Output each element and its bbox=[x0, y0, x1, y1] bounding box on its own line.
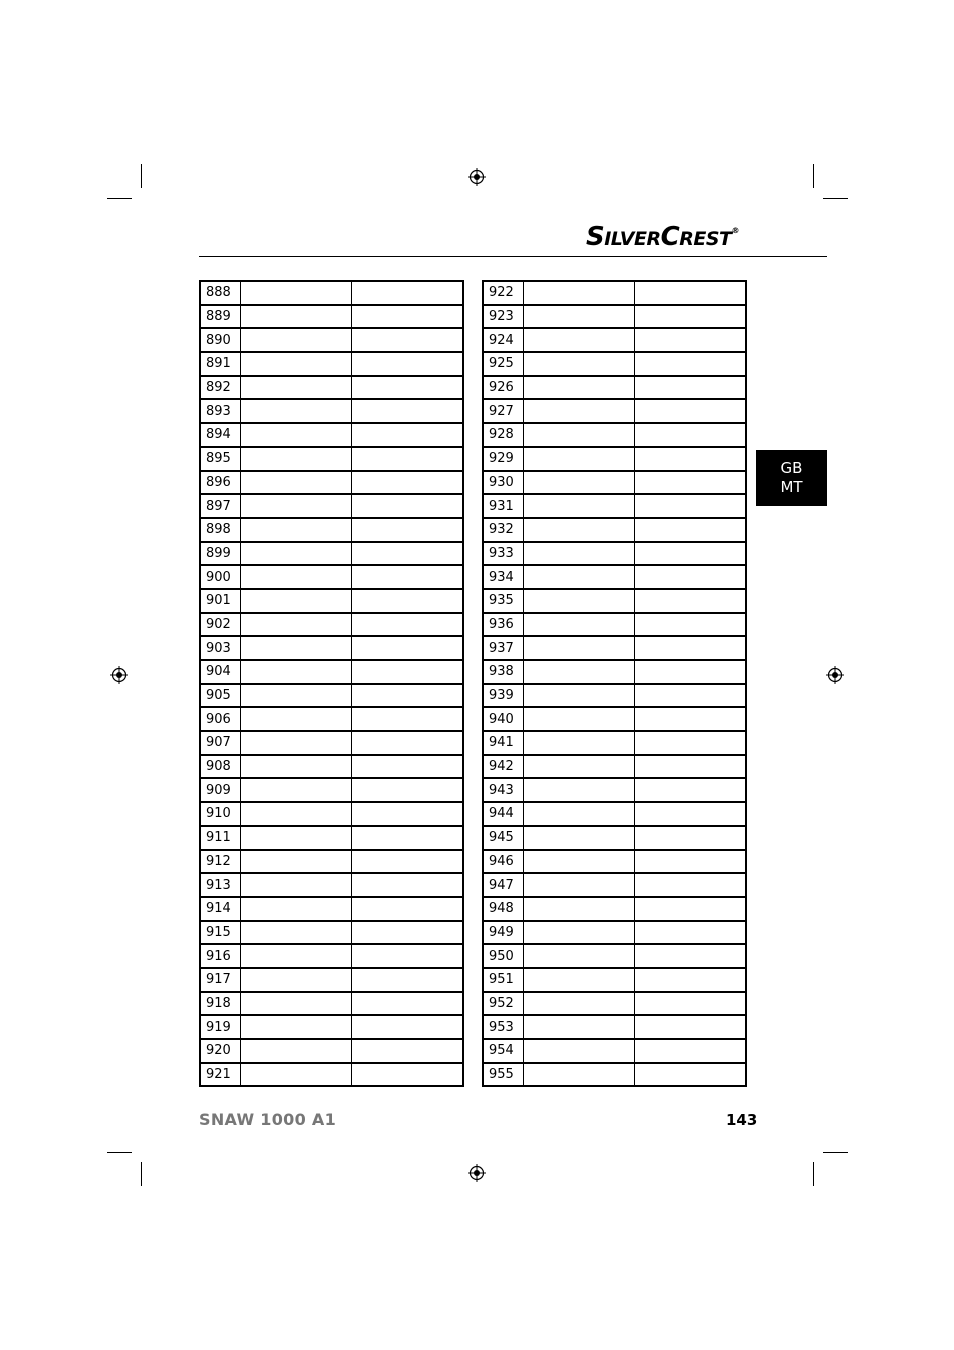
blank-cell bbox=[523, 305, 634, 329]
table-row bbox=[483, 328, 746, 352]
blank-cell bbox=[634, 707, 746, 731]
table-row bbox=[200, 873, 463, 897]
left-table bbox=[199, 280, 464, 1087]
blank-cell bbox=[634, 565, 746, 589]
blank-cell bbox=[351, 1039, 463, 1063]
blank-cell bbox=[523, 518, 634, 542]
blank-cell bbox=[240, 897, 351, 921]
blank-cell bbox=[523, 968, 634, 992]
table-row bbox=[483, 873, 746, 897]
table-row bbox=[200, 1015, 463, 1039]
row-number: 932 bbox=[483, 518, 523, 542]
row-number: 936 bbox=[483, 613, 523, 637]
blank-cell bbox=[351, 471, 463, 495]
table-row bbox=[200, 352, 463, 376]
blank-cell bbox=[240, 1015, 351, 1039]
row-number: 917 bbox=[200, 968, 240, 992]
registration-mark-icon bbox=[826, 666, 844, 684]
row-number: 944 bbox=[483, 802, 523, 826]
blank-cell bbox=[351, 328, 463, 352]
registration-mark-icon bbox=[110, 666, 128, 684]
table-row bbox=[200, 992, 463, 1016]
table-row bbox=[483, 1039, 746, 1063]
blank-cell bbox=[523, 589, 634, 613]
blank-cell bbox=[240, 305, 351, 329]
blank-cell bbox=[523, 944, 634, 968]
row-number: 929 bbox=[483, 447, 523, 471]
blank-cell bbox=[351, 636, 463, 660]
blank-cell bbox=[351, 897, 463, 921]
row-number: 924 bbox=[483, 328, 523, 352]
row-number: 889 bbox=[200, 305, 240, 329]
language-tab bbox=[756, 450, 827, 506]
row-number: 918 bbox=[200, 992, 240, 1016]
row-number: 920 bbox=[200, 1039, 240, 1063]
table-row bbox=[200, 613, 463, 637]
table-row bbox=[483, 613, 746, 637]
crop-mark bbox=[107, 198, 132, 199]
table-row bbox=[483, 352, 746, 376]
blank-cell bbox=[240, 352, 351, 376]
blank-cell bbox=[240, 423, 351, 447]
blank-cell bbox=[351, 399, 463, 423]
blank-cell bbox=[351, 873, 463, 897]
blank-cell bbox=[351, 684, 463, 708]
row-number: 911 bbox=[200, 826, 240, 850]
blank-cell bbox=[351, 565, 463, 589]
blank-cell bbox=[634, 778, 746, 802]
blank-cell bbox=[240, 826, 351, 850]
blank-cell bbox=[240, 328, 351, 352]
blank-cell bbox=[523, 636, 634, 660]
table-row bbox=[200, 731, 463, 755]
blank-cell bbox=[523, 660, 634, 684]
blank-cell bbox=[240, 944, 351, 968]
blank-cell bbox=[351, 944, 463, 968]
blank-cell bbox=[634, 1039, 746, 1063]
table-row bbox=[483, 447, 746, 471]
language-code: GB bbox=[780, 459, 803, 477]
blank-cell bbox=[523, 897, 634, 921]
row-number: 942 bbox=[483, 755, 523, 779]
table-row bbox=[483, 660, 746, 684]
blank-cell bbox=[523, 1039, 634, 1063]
blank-cell bbox=[634, 992, 746, 1016]
blank-cell bbox=[351, 850, 463, 874]
blank-cell bbox=[634, 755, 746, 779]
blank-cell bbox=[240, 873, 351, 897]
blank-cell bbox=[240, 755, 351, 779]
blank-cell bbox=[634, 542, 746, 566]
row-number: 953 bbox=[483, 1015, 523, 1039]
language-code: MT bbox=[780, 478, 803, 496]
row-number: 900 bbox=[200, 565, 240, 589]
table-row bbox=[200, 755, 463, 779]
table-row bbox=[200, 518, 463, 542]
blank-cell bbox=[634, 305, 746, 329]
blank-cell bbox=[634, 1063, 746, 1087]
table-row bbox=[200, 1039, 463, 1063]
blank-cell bbox=[351, 518, 463, 542]
row-number: 927 bbox=[483, 399, 523, 423]
row-number: 899 bbox=[200, 542, 240, 566]
blank-cell bbox=[634, 494, 746, 518]
row-number: 946 bbox=[483, 850, 523, 874]
blank-cell bbox=[523, 755, 634, 779]
blank-cell bbox=[523, 731, 634, 755]
table-row bbox=[483, 992, 746, 1016]
row-number: 915 bbox=[200, 921, 240, 945]
blank-cell bbox=[240, 1039, 351, 1063]
blank-cell bbox=[634, 328, 746, 352]
blank-cell bbox=[523, 281, 634, 305]
blank-cell bbox=[240, 518, 351, 542]
blank-cell bbox=[240, 281, 351, 305]
row-number: 903 bbox=[200, 636, 240, 660]
row-number: 901 bbox=[200, 589, 240, 613]
blank-cell bbox=[351, 802, 463, 826]
blank-cell bbox=[634, 968, 746, 992]
table-row bbox=[200, 542, 463, 566]
table-row bbox=[200, 684, 463, 708]
blank-cell bbox=[351, 447, 463, 471]
table-row bbox=[200, 471, 463, 495]
blank-cell bbox=[634, 850, 746, 874]
table-row bbox=[200, 826, 463, 850]
blank-cell bbox=[351, 494, 463, 518]
blank-cell bbox=[351, 992, 463, 1016]
blank-cell bbox=[634, 684, 746, 708]
crop-mark bbox=[141, 164, 142, 188]
row-number: 907 bbox=[200, 731, 240, 755]
blank-cell bbox=[240, 399, 351, 423]
blank-cell bbox=[523, 1063, 634, 1087]
table-row bbox=[483, 731, 746, 755]
row-number: 950 bbox=[483, 944, 523, 968]
blank-cell bbox=[523, 447, 634, 471]
row-number: 897 bbox=[200, 494, 240, 518]
table-row bbox=[483, 944, 746, 968]
row-number: 922 bbox=[483, 281, 523, 305]
row-number: 925 bbox=[483, 352, 523, 376]
blank-cell bbox=[240, 802, 351, 826]
blank-cell bbox=[240, 636, 351, 660]
row-number: 955 bbox=[483, 1063, 523, 1087]
table-row bbox=[483, 471, 746, 495]
blank-cell bbox=[240, 542, 351, 566]
brand-logo bbox=[586, 222, 756, 254]
blank-cell bbox=[351, 376, 463, 400]
blank-cell bbox=[351, 1015, 463, 1039]
blank-cell bbox=[240, 447, 351, 471]
blank-cell bbox=[634, 873, 746, 897]
row-number: 947 bbox=[483, 873, 523, 897]
blank-cell bbox=[240, 376, 351, 400]
blank-cell bbox=[634, 636, 746, 660]
row-number: 910 bbox=[200, 802, 240, 826]
blank-cell bbox=[523, 826, 634, 850]
blank-cell bbox=[523, 1015, 634, 1039]
table-row bbox=[200, 707, 463, 731]
blank-cell bbox=[634, 352, 746, 376]
blank-cell bbox=[523, 423, 634, 447]
table-row bbox=[200, 968, 463, 992]
table-row bbox=[483, 636, 746, 660]
row-number: 893 bbox=[200, 399, 240, 423]
blank-cell bbox=[634, 731, 746, 755]
table-row bbox=[483, 423, 746, 447]
table-row bbox=[200, 1063, 463, 1087]
brand-letter: C bbox=[660, 222, 680, 252]
row-number: 949 bbox=[483, 921, 523, 945]
header-rule bbox=[199, 256, 827, 257]
blank-cell bbox=[523, 921, 634, 945]
table-row bbox=[483, 755, 746, 779]
table-row bbox=[200, 281, 463, 305]
blank-cell bbox=[240, 921, 351, 945]
blank-cell bbox=[240, 850, 351, 874]
table-row bbox=[200, 636, 463, 660]
blank-cell bbox=[634, 802, 746, 826]
brand-letters: ILVER bbox=[604, 228, 661, 250]
blank-cell bbox=[523, 542, 634, 566]
table-row bbox=[200, 399, 463, 423]
table-row bbox=[483, 850, 746, 874]
table-row bbox=[200, 660, 463, 684]
blank-cell bbox=[634, 281, 746, 305]
table-row bbox=[483, 589, 746, 613]
row-number: 914 bbox=[200, 897, 240, 921]
table-row bbox=[200, 850, 463, 874]
blank-cell bbox=[351, 731, 463, 755]
table-row bbox=[483, 684, 746, 708]
right-table bbox=[482, 280, 747, 1087]
blank-cell bbox=[240, 565, 351, 589]
row-number: 948 bbox=[483, 897, 523, 921]
blank-cell bbox=[634, 376, 746, 400]
brand-letters: REST bbox=[679, 228, 732, 250]
page-number: 143 bbox=[726, 1111, 758, 1129]
blank-cell bbox=[240, 968, 351, 992]
blank-cell bbox=[634, 471, 746, 495]
table-row bbox=[200, 305, 463, 329]
blank-cell bbox=[240, 589, 351, 613]
blank-cell bbox=[351, 778, 463, 802]
table-row bbox=[483, 921, 746, 945]
blank-cell bbox=[351, 826, 463, 850]
table-row bbox=[483, 518, 746, 542]
blank-cell bbox=[634, 897, 746, 921]
blank-cell bbox=[523, 565, 634, 589]
blank-cell bbox=[351, 707, 463, 731]
table-row bbox=[483, 565, 746, 589]
crop-mark bbox=[813, 164, 814, 188]
crop-mark bbox=[823, 198, 848, 199]
blank-cell bbox=[634, 826, 746, 850]
row-number: 945 bbox=[483, 826, 523, 850]
table-row bbox=[483, 802, 746, 826]
crop-mark bbox=[813, 1162, 814, 1186]
table-row bbox=[200, 944, 463, 968]
table-row bbox=[483, 494, 746, 518]
table-row bbox=[200, 376, 463, 400]
blank-cell bbox=[523, 992, 634, 1016]
row-number: 892 bbox=[200, 376, 240, 400]
table-row bbox=[483, 707, 746, 731]
row-number: 913 bbox=[200, 873, 240, 897]
blank-cell bbox=[351, 660, 463, 684]
row-number: 891 bbox=[200, 352, 240, 376]
blank-cell bbox=[634, 921, 746, 945]
table-row bbox=[483, 897, 746, 921]
blank-cell bbox=[240, 992, 351, 1016]
table-row bbox=[483, 281, 746, 305]
row-number: 934 bbox=[483, 565, 523, 589]
table-row bbox=[200, 565, 463, 589]
row-number: 935 bbox=[483, 589, 523, 613]
blank-cell bbox=[240, 471, 351, 495]
blank-cell bbox=[240, 613, 351, 637]
row-number: 930 bbox=[483, 471, 523, 495]
crop-mark bbox=[141, 1162, 142, 1186]
blank-cell bbox=[634, 423, 746, 447]
row-number: 895 bbox=[200, 447, 240, 471]
row-number: 931 bbox=[483, 494, 523, 518]
table-row bbox=[200, 897, 463, 921]
blank-cell bbox=[523, 873, 634, 897]
row-number: 941 bbox=[483, 731, 523, 755]
row-number: 894 bbox=[200, 423, 240, 447]
blank-cell bbox=[634, 944, 746, 968]
crop-mark bbox=[107, 1152, 132, 1153]
registration-mark-icon bbox=[468, 168, 486, 186]
row-number: 905 bbox=[200, 684, 240, 708]
row-number: 939 bbox=[483, 684, 523, 708]
blank-cell bbox=[240, 1063, 351, 1087]
table-row bbox=[200, 328, 463, 352]
blank-cell bbox=[523, 352, 634, 376]
blank-cell bbox=[240, 684, 351, 708]
row-number: 912 bbox=[200, 850, 240, 874]
blank-cell bbox=[523, 471, 634, 495]
blank-cell bbox=[523, 707, 634, 731]
registered-mark: ® bbox=[731, 226, 739, 235]
blank-cell bbox=[523, 850, 634, 874]
blank-cell bbox=[240, 707, 351, 731]
blank-cell bbox=[351, 352, 463, 376]
blank-cell bbox=[523, 399, 634, 423]
row-number: 909 bbox=[200, 778, 240, 802]
blank-cell bbox=[351, 613, 463, 637]
blank-cell bbox=[240, 494, 351, 518]
blank-cell bbox=[634, 613, 746, 637]
table-row bbox=[200, 778, 463, 802]
blank-cell bbox=[351, 755, 463, 779]
brand-letter: S bbox=[586, 222, 605, 252]
table-row bbox=[483, 1015, 746, 1039]
row-number: 954 bbox=[483, 1039, 523, 1063]
row-number: 888 bbox=[200, 281, 240, 305]
blank-cell bbox=[634, 1015, 746, 1039]
blank-cell bbox=[240, 660, 351, 684]
blank-cell bbox=[523, 684, 634, 708]
blank-cell bbox=[351, 305, 463, 329]
row-number: 916 bbox=[200, 944, 240, 968]
table-row bbox=[483, 826, 746, 850]
table-row bbox=[483, 1063, 746, 1087]
table-row bbox=[200, 494, 463, 518]
row-number: 919 bbox=[200, 1015, 240, 1039]
blank-cell bbox=[523, 613, 634, 637]
row-number: 952 bbox=[483, 992, 523, 1016]
row-number: 906 bbox=[200, 707, 240, 731]
blank-cell bbox=[634, 399, 746, 423]
row-number: 908 bbox=[200, 755, 240, 779]
row-number: 904 bbox=[200, 660, 240, 684]
table-row bbox=[483, 305, 746, 329]
row-number: 937 bbox=[483, 636, 523, 660]
blank-cell bbox=[351, 921, 463, 945]
row-number: 926 bbox=[483, 376, 523, 400]
row-number: 923 bbox=[483, 305, 523, 329]
blank-cell bbox=[351, 589, 463, 613]
row-number: 902 bbox=[200, 613, 240, 637]
row-number: 943 bbox=[483, 778, 523, 802]
table-row bbox=[483, 376, 746, 400]
blank-cell bbox=[240, 778, 351, 802]
blank-cell bbox=[523, 778, 634, 802]
table-row bbox=[483, 778, 746, 802]
table-row bbox=[200, 589, 463, 613]
row-number: 933 bbox=[483, 542, 523, 566]
table-row bbox=[200, 802, 463, 826]
row-number: 898 bbox=[200, 518, 240, 542]
blank-cell bbox=[523, 494, 634, 518]
blank-cell bbox=[523, 328, 634, 352]
blank-cell bbox=[351, 968, 463, 992]
row-number: 921 bbox=[200, 1063, 240, 1087]
table-row bbox=[483, 542, 746, 566]
blank-cell bbox=[523, 802, 634, 826]
table-row bbox=[200, 423, 463, 447]
table-row bbox=[483, 968, 746, 992]
blank-cell bbox=[523, 376, 634, 400]
row-number: 951 bbox=[483, 968, 523, 992]
table-row bbox=[483, 399, 746, 423]
blank-cell bbox=[351, 1063, 463, 1087]
row-number: 928 bbox=[483, 423, 523, 447]
row-number: 890 bbox=[200, 328, 240, 352]
crop-mark bbox=[823, 1152, 848, 1153]
row-number: 940 bbox=[483, 707, 523, 731]
blank-cell bbox=[351, 281, 463, 305]
blank-cell bbox=[351, 542, 463, 566]
blank-cell bbox=[634, 447, 746, 471]
blank-cell bbox=[634, 660, 746, 684]
table-row bbox=[200, 921, 463, 945]
model-name: SNAW 1000 A1 bbox=[199, 1110, 337, 1129]
row-number: 938 bbox=[483, 660, 523, 684]
row-number: 896 bbox=[200, 471, 240, 495]
blank-cell bbox=[634, 589, 746, 613]
blank-cell bbox=[351, 423, 463, 447]
blank-cell bbox=[634, 518, 746, 542]
registration-mark-icon bbox=[468, 1164, 486, 1182]
blank-cell bbox=[240, 731, 351, 755]
table-row bbox=[200, 447, 463, 471]
